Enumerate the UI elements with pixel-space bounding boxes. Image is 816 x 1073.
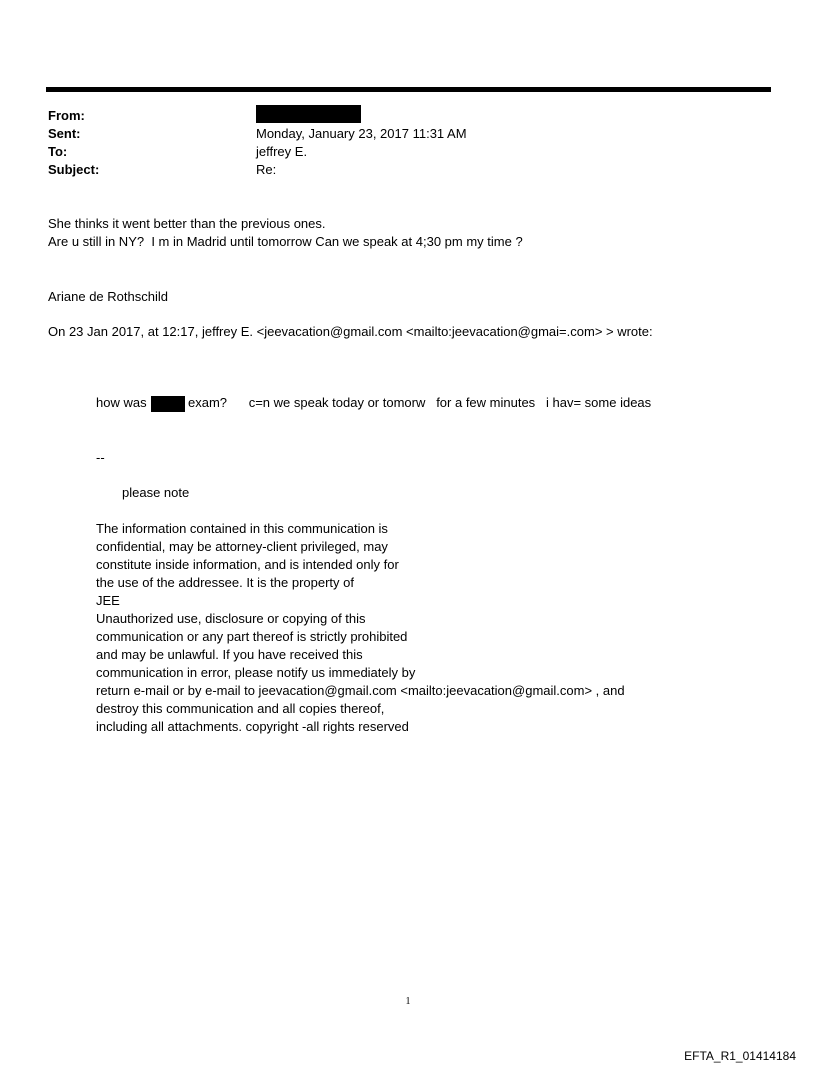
header-rule (46, 87, 771, 92)
please-note: please note (122, 485, 190, 500)
disclaimer-line: JEE (96, 593, 120, 608)
disclaimer-line: confidential, may be attorney-client privileged, may (96, 539, 388, 554)
subject-label: Subject: (48, 162, 100, 177)
from-label: From: (48, 108, 85, 123)
disclaimer-line: return e-mail or by e-mail to jeevacation@gmail.com <mailto:jeevacation@gmail.com> , and (96, 683, 625, 698)
disclaimer-line: the use of the addressee. It is the property of (96, 575, 354, 590)
quote-intro: On 23 Jan 2017, at 12:17, jeffrey E. <jeevacation@gmail.com <mailto:jeevacation@gmai=.com> > wrote: (48, 324, 653, 339)
bates-number: EFTA_R1_01414184 (684, 1049, 796, 1063)
disclaimer-line: Unauthorized use, disclosure or copying of this (96, 611, 366, 626)
redaction-box (151, 396, 185, 412)
sent-label: Sent: (48, 126, 81, 141)
quoted-text-b: exam? c=n we speak today or tomorw for a few minutes i hav= some ideas (188, 395, 652, 410)
disclaimer-block (96, 520, 625, 736)
disclaimer-line: constitute inside information, and is intended only for (96, 557, 399, 572)
disclaimer-line: The information contained in this communication is (96, 521, 388, 536)
signature-separator: -- (96, 450, 105, 465)
disclaimer-line: and may be unlawful. If you have received this (96, 647, 363, 662)
to-label: To: (48, 144, 68, 159)
disclaimer-line: communication in error, please notify us immediately by (96, 665, 416, 680)
quoted-text-a: how was (96, 395, 147, 410)
disclaimer-line: including all attachments. copyright -all rights reserved (96, 719, 409, 734)
redaction-box (256, 105, 361, 123)
body-line-2: Are u still in NY? I m in Madrid until tomorrow Can we speak at 4;30 pm my time ? (48, 234, 523, 249)
body-line-1: She thinks it went better than the previous ones. (48, 216, 326, 231)
subject-value: Re: (256, 162, 277, 177)
disclaimer-line: communication or any part thereof is strictly prohibited (96, 629, 408, 644)
sent-value: Monday, January 23, 2017 11:31 AM (256, 126, 467, 141)
disclaimer-line: destroy this communication and all copies thereof, (96, 701, 385, 716)
to-value: jeffrey E. (256, 144, 308, 159)
page-number: 1 (405, 996, 411, 1007)
signature: Ariane de Rothschild (48, 289, 168, 304)
